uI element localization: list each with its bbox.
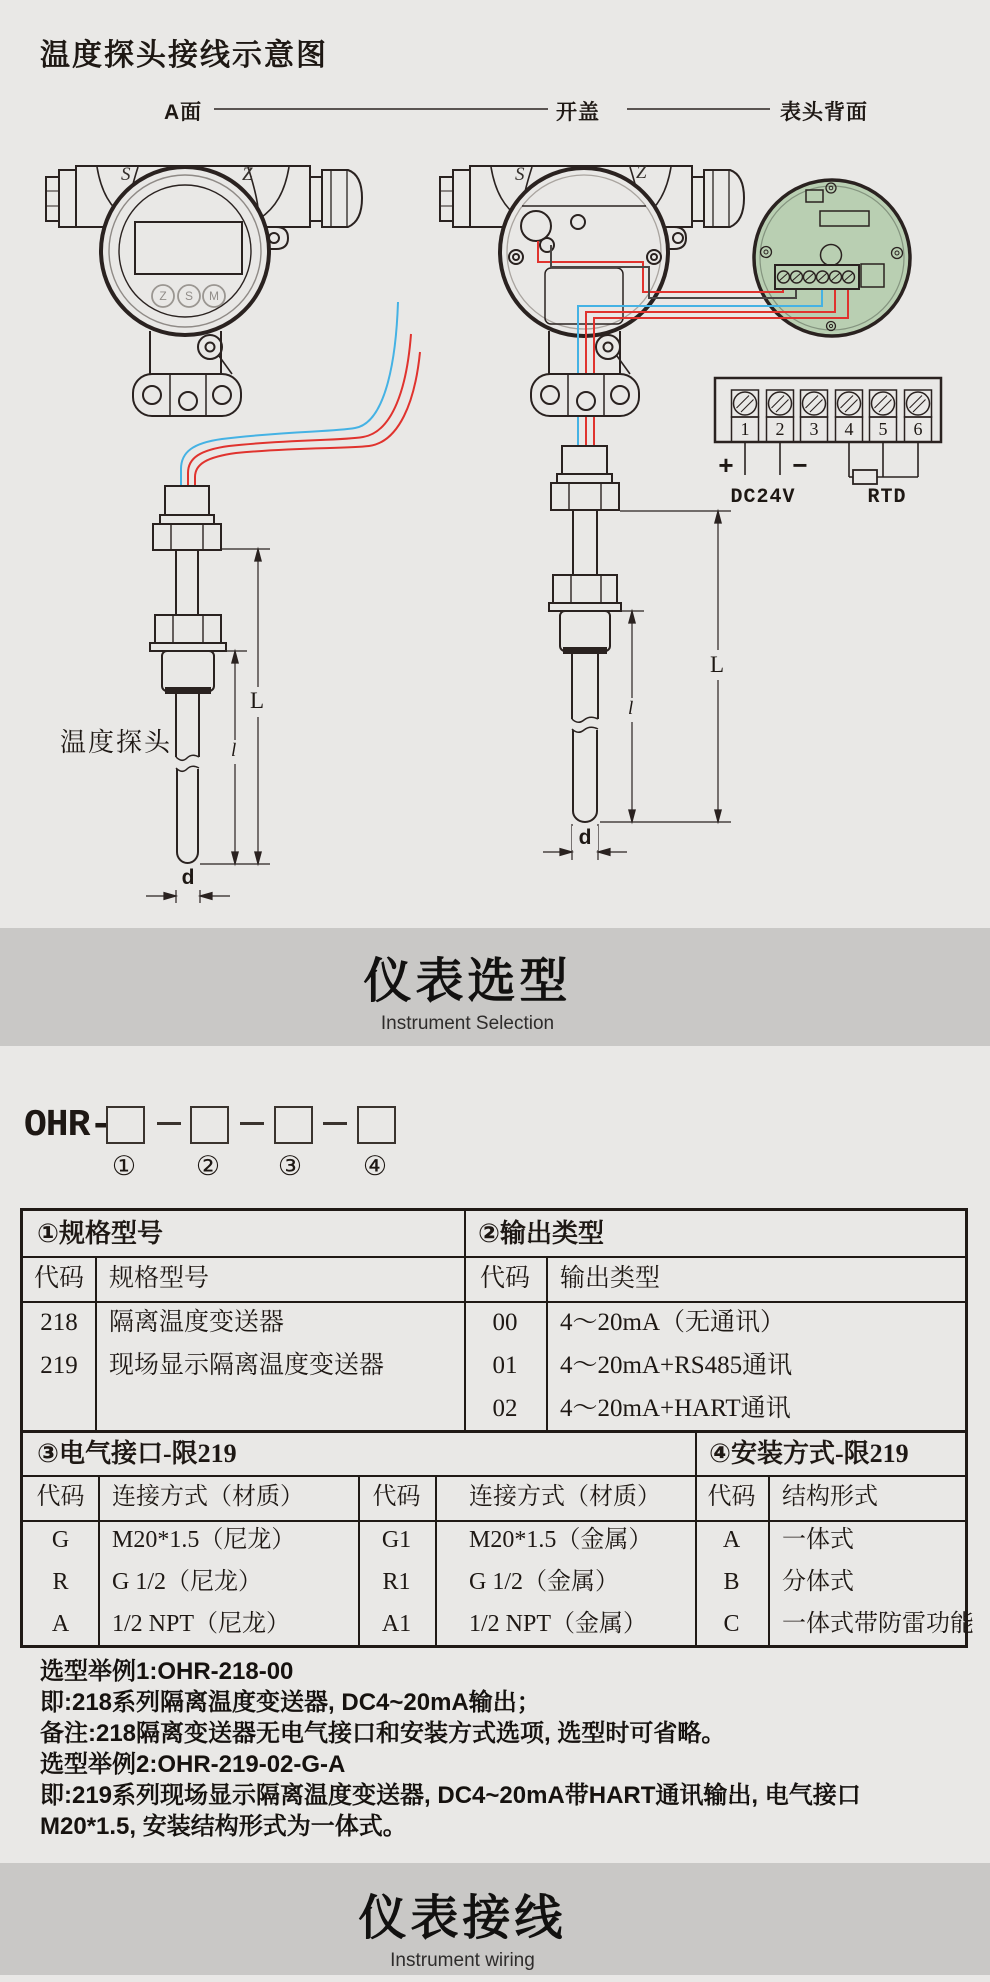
table-cell: 现场显示隔离温度变送器 xyxy=(109,1352,385,1379)
note-line: 选型举例1:OHR-218-00 xyxy=(40,1658,294,1685)
dim-label-insert: l xyxy=(628,698,634,719)
table-section2-header: ②输出类型 xyxy=(478,1219,605,1248)
table-col-header: 规格型号 xyxy=(109,1265,210,1292)
table-col-header: 代码 xyxy=(707,1484,756,1510)
terminal-number: 5 xyxy=(878,419,888,439)
display-button-m: M xyxy=(209,289,219,303)
wiring-banner-subtitle: Instrument wiring xyxy=(390,1950,535,1971)
selection-banner xyxy=(0,928,990,1046)
table-col-header: 输出类型 xyxy=(560,1265,661,1292)
view-label-front: A面 xyxy=(164,101,203,124)
table-cell: 4～20mA+HART通讯 xyxy=(560,1395,791,1422)
table-cell: B xyxy=(723,1569,740,1595)
model-code-box xyxy=(190,1106,229,1144)
table-cell: M20*1.5（尼龙） xyxy=(112,1527,296,1553)
selection-table xyxy=(20,1208,974,1648)
terminal-number: 2 xyxy=(775,419,785,439)
table-section1-header: ①规格型号 xyxy=(37,1219,164,1248)
table-cell: R xyxy=(52,1569,69,1595)
table-cell: G 1/2（金属） xyxy=(469,1569,619,1595)
pcb-terminal-strip xyxy=(775,265,859,289)
housing-mark-z: Z xyxy=(242,164,253,185)
polarity-minus: − xyxy=(792,450,808,480)
terminal-number: 6 xyxy=(913,419,923,439)
note-line: 即:219系列现场显示隔离温度变送器, DC4~20mA带HART通讯输出, 电气接口 xyxy=(40,1782,861,1809)
model-code-position-1: ① xyxy=(111,1151,137,1181)
table-cell: G 1/2（尼龙） xyxy=(112,1569,262,1595)
table-cell: G1 xyxy=(381,1527,412,1553)
model-code-prefix: OHR- xyxy=(24,1104,112,1147)
table-cell: 一体式带防雷功能 xyxy=(782,1611,974,1637)
selection-banner-subtitle: Instrument Selection xyxy=(380,1013,555,1034)
table-col-header: 代码 xyxy=(372,1484,421,1510)
model-code-dash xyxy=(323,1122,347,1125)
terminal-number: 4 xyxy=(844,419,854,439)
table-cell: 隔离温度变送器 xyxy=(109,1309,285,1336)
table-col-header: 连接方式（材质） xyxy=(469,1484,661,1510)
table-cell: R1 xyxy=(382,1569,411,1595)
note-line: 备注:218隔离变送器无电气接口和安装方式选项, 选型时可省略。 xyxy=(40,1720,726,1747)
table-section3-header: ③电气接口-限219 xyxy=(37,1439,237,1468)
dim-label-diameter: d xyxy=(175,866,201,890)
table-cell: 218 xyxy=(40,1309,78,1336)
housing-mark-s: S xyxy=(121,164,131,185)
wiring-banner xyxy=(0,1863,990,1975)
dim-label-length: L xyxy=(250,688,265,713)
housing-mark-s: S xyxy=(515,164,525,185)
housing-mark-z: Z xyxy=(636,162,647,183)
model-code-position-3: ③ xyxy=(277,1151,303,1181)
wiring-diagram xyxy=(0,0,990,930)
table-cell: 01 xyxy=(492,1352,518,1379)
table-col-header: 结构形式 xyxy=(782,1484,878,1510)
table-cell: A xyxy=(722,1527,741,1553)
model-code-box xyxy=(274,1106,313,1144)
table-cell: 00 xyxy=(492,1309,518,1336)
dim-label-length: L xyxy=(710,652,725,677)
power-label: DC24V xyxy=(730,486,796,509)
table-cell: 219 xyxy=(40,1352,78,1379)
table-cell: C xyxy=(723,1611,740,1637)
table-cell: M20*1.5（金属） xyxy=(469,1527,653,1553)
table-col-header: 连接方式（材质） xyxy=(112,1484,304,1510)
rtd-label: RTD xyxy=(867,486,907,509)
polarity-plus: + xyxy=(718,450,734,480)
table-col-header: 代码 xyxy=(33,1265,84,1292)
table-cell: 1/2 NPT（尼龙） xyxy=(112,1611,291,1637)
model-code-position-2: ② xyxy=(195,1151,221,1181)
note-line: 即:218系列隔离温度变送器, DC4~20mA输出； xyxy=(40,1689,541,1716)
probe-label: 温度探头 xyxy=(60,727,173,757)
model-code-position-4: ④ xyxy=(362,1151,388,1181)
model-code-dash xyxy=(240,1122,264,1125)
page-title: 温度探头接线示意图 xyxy=(40,39,328,72)
table-section4-header: ④安装方式-限219 xyxy=(709,1439,909,1468)
note-line: M20*1.5, 安装结构形式为一体式。 xyxy=(40,1813,407,1840)
table-cell: A xyxy=(51,1611,70,1637)
model-code-box xyxy=(357,1106,396,1144)
display-button-s: S xyxy=(184,289,193,303)
table-col-header: 代码 xyxy=(479,1265,530,1292)
table-col-header: 代码 xyxy=(36,1484,85,1510)
dim-label-insert: l xyxy=(231,740,237,761)
table-cell: 4～20mA+RS485通讯 xyxy=(560,1352,793,1379)
terminal-number: 3 xyxy=(809,419,819,439)
table-cell: 分体式 xyxy=(782,1569,854,1595)
wiring-banner-title: 仪表接线 xyxy=(358,1892,567,1945)
note-line: 选型举例2:OHR-219-02-G-A xyxy=(40,1751,346,1778)
terminal-number: 1 xyxy=(740,419,750,439)
table-cell: A1 xyxy=(381,1611,412,1637)
selection-notes xyxy=(40,1656,960,1842)
view-label-meter-back: 表头背面 xyxy=(780,101,868,124)
table-cell: 一体式 xyxy=(782,1527,854,1553)
dim-label-diameter: d xyxy=(572,826,598,850)
selection-banner-title: 仪表选型 xyxy=(363,955,572,1008)
model-code-box xyxy=(106,1106,145,1144)
table-cell: 1/2 NPT（金属） xyxy=(469,1611,648,1637)
temperature-probe-open xyxy=(549,446,621,822)
table-cell: 4～20mA（无通讯） xyxy=(560,1309,786,1336)
table-cell: G xyxy=(51,1527,70,1553)
view-label-open-cover: 开盖 xyxy=(556,101,600,124)
model-code-dash xyxy=(157,1122,181,1125)
table-cell: 02 xyxy=(492,1395,518,1422)
display-button-z: Z xyxy=(159,289,167,303)
